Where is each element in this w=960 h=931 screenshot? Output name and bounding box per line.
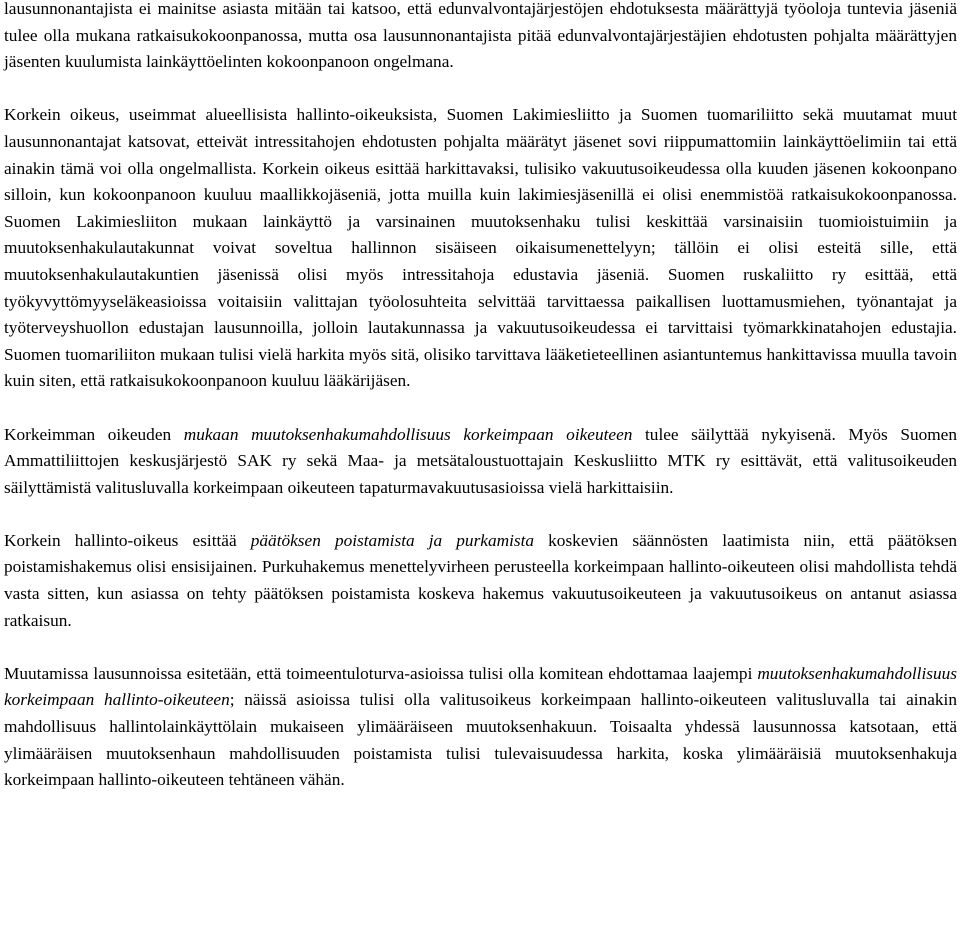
paragraph-5-lead: Muutamissa lausunnoissa esitetään, että toimeentuloturva-asioissa tulisi olla komitean ehdottamaa laajempi <box>4 663 758 683</box>
paragraph-3-lead: Korkeimman oikeuden <box>4 424 184 444</box>
paragraph-4-rest: koskevien säännösten laatimista niin, että päätöksen poistamishakemus olisi ensisijainen. Purkuhakemus menettelyvirheen perusteella korkeimpaan hallinto-oikeuteen olisi mahdollista tehdä vasta sitten, kun asiassa on tehty päätöksen poistamista koskeva hakemus vakuutusoikeuteen ja vakuutusoikeus on antanut asiassa ratkaisun. <box>4 530 958 630</box>
paragraph-2-text: Korkein oikeus, useimmat alueellisista hallinto-oikeuksista, Suomen Lakimiesliitto ja Suomen tuomariliitto sekä muutamat muut lausunnonantajat katsovat, etteivät intressitahojen ehdotusten pohjalta määrätyt jäsenet sovi riippumattomiin lainkäyttöelimiin tai että ainakin tämä voi olla ongelmallista. Korkein oikeus esittää harkittavaksi, tulisiko vakuutusoikeudessa olla kuuden jäsenen kokoonpano silloin, kun kokoonpanoon kuuluu maallikkojäseniä, jotta muilla kuin lakimiesjäsenillä ei olisi enemmistöä ratkaisukokoonpanossa. Suomen Lakimiesliiton mukaan lainkäyttö ja varsinainen muutoksenhaku tulisi keskittää varsinaisiin tuomioistuimiin ja muutoksenhakulautakunnat voivat soveltua hallinnon sisäiseen oikaisumenettelyyn; tällöin ei olisi esteitä sille, että muutoksenhakulautakuntien jäsenissä olisi myös intressitahoja edustavia jäseniä. Suomen ruskaliitto ry esittää, että työkyvyttömyyseläkeasioissa voitaisiin valittajan työolosuhteita selvittää tarvittaessa paikallisen luottamusmiehen, työnantajat ja työterveyshuollon edustajan lausunnoilla, jolloin lautakunnassa ja vakuutusoikeudessa ei tarvittaisi työmarkkinatahojen edustajia. Suomen tuomariliiton mukaan tulisi vielä harkita myös sitä, olisiko tarvittava lääketieteellinen asiantuntemus hankittavissa muulla tavoin kuin siten, että ratkaisukokoonpanoon kuuluu lääkärijäsen. <box>4 105 957 391</box>
paragraph-3 <box>4 422 957 502</box>
paragraph-3-rest: tulee säilyttää nykyisenä. Myös Suomen Ammattiliittojen keskusjärjestö SAK ry sekä Maa- ja metsätaloustuottajain Keskusliitto MTK ry esittävät, että valitusoikeuden säilyttämistä valitusluvalla korkeimpaan oikeuteen tapaturmavakuutusasioissa vielä harkittaisiin. <box>4 424 957 497</box>
paragraph-4 <box>4 528 957 634</box>
paragraph-5-rest: ; näissä asioissa tulisi olla valitusoikeus korkeimpaan hallinto-oikeuteen valitusluvalla tai ainakin mahdollisuus hallintolainkäyttölain mukaiseen ylimääräiseen muutoksenhakuun. Toisaalta yhdessä lausunnossa katsotaan, että ylimääräisen muutoksenhaun mahdollisuuden poistamista tulisi tulevaisuudessa harkita, koska ylimääräisiä muutoksenhakuja korkeimpaan hallinto-oikeuteen tehtäneen vähän. <box>4 690 957 790</box>
paragraph-5 <box>4 661 957 794</box>
paragraph-1-text: lausunnonantajista ei mainitse asiasta mitään tai katsoo, että edunvalvontajärjestöjen ehdotuksesta määrättyjä työoloja tuntevia jäseniä tulee olla mukana ratkaisukokoonpanossa, mutta osa lausunnonantajista pitää edunvalvontajärjestäjien ehdotusten pohjalta määrättyjen jäsenten kuulumista lainkäyttöelinten kokoonpanoon ongelmana. <box>4 0 957 72</box>
paragraph-1 <box>4 0 957 76</box>
paragraph-5-emphasis: muutoksenhakumahdollisuus korkeimpaan hallinto-oikeuteen <box>4 663 957 710</box>
paragraph-3-emphasis: mukaan muutoksenhakumahdollisuus korkeimpaan oikeuteen <box>183 424 633 444</box>
paragraph-4-emphasis: päätöksen poistamista ja purkamista <box>250 530 535 550</box>
paragraph-4-lead: Korkein hallinto-oikeus esittää <box>4 530 251 550</box>
document-page <box>4 0 957 794</box>
paragraph-2 <box>4 102 957 395</box>
